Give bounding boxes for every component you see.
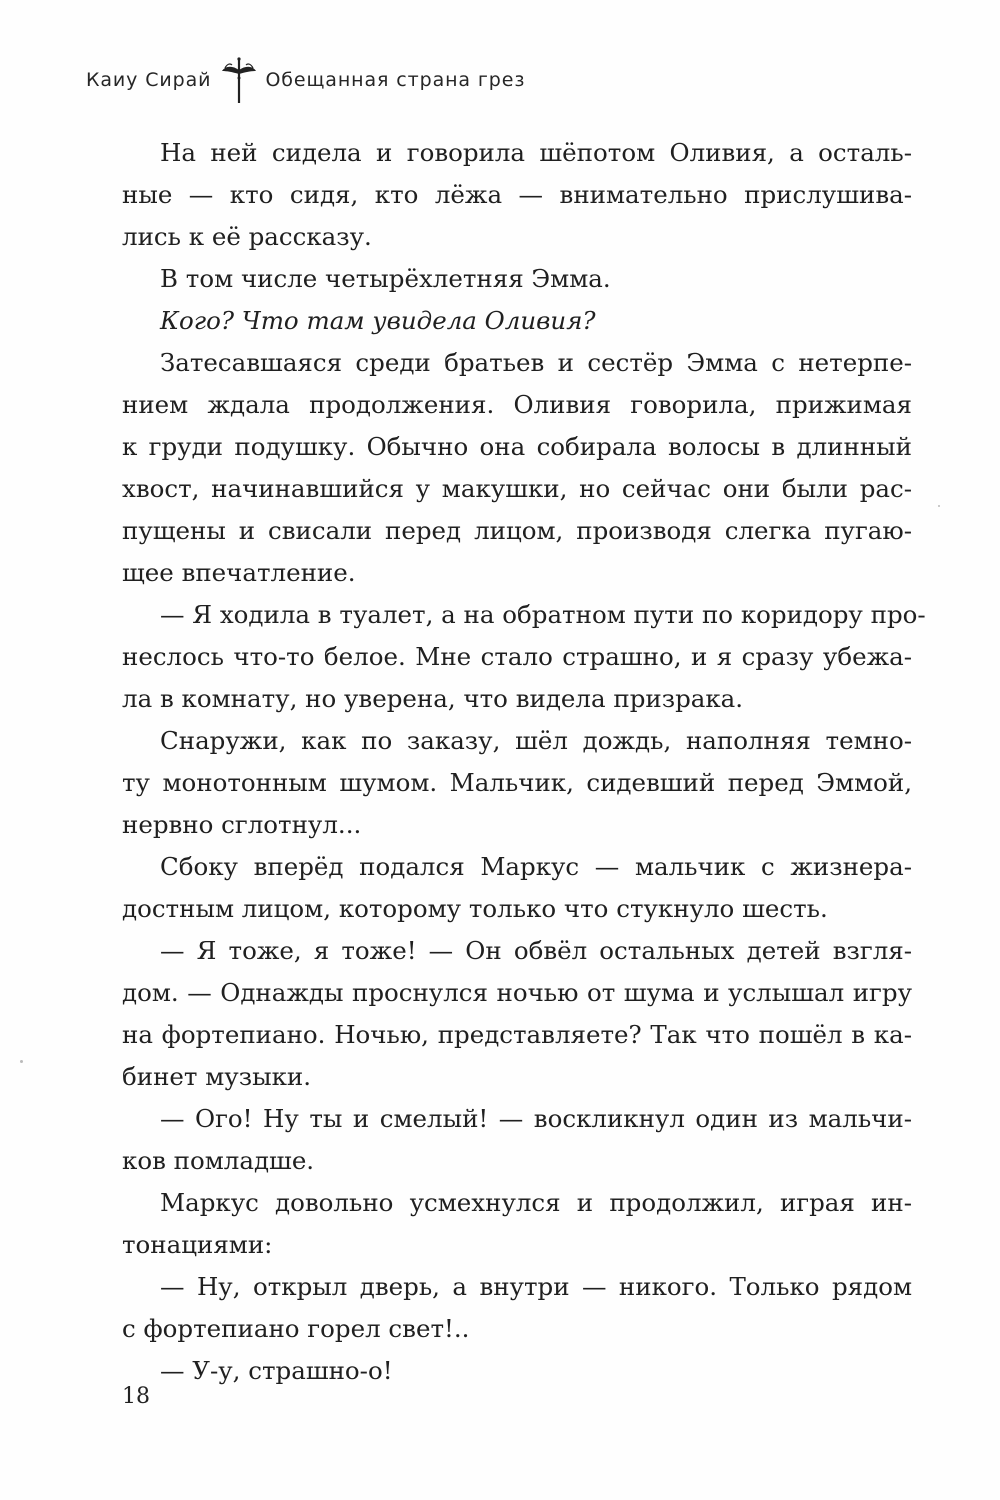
body-text xyxy=(122,132,926,1392)
text-line: к груди подушку. Обычно она собирала волосы в длинный xyxy=(122,432,912,461)
running-header xyxy=(86,56,525,104)
paper-speck xyxy=(938,505,940,507)
text-line: ные — кто сидя, кто лёжа — внимательно прислушива- xyxy=(122,180,912,209)
text-line: хвост, начинавшийся у макушки, но сейчас они были рас- xyxy=(122,474,912,503)
text-line: нервно сглотнул... xyxy=(122,810,362,839)
text-line: пущены и свисали перед лицом, производя слегка пугаю- xyxy=(122,516,912,545)
text-line: ков помладше. xyxy=(122,1146,315,1175)
text-line: неслось что-то белое. Мне стало страшно, и я сразу убежа- xyxy=(122,642,912,671)
text-line: — Ну, открыл дверь, а внутри — никого. Только рядом xyxy=(160,1272,912,1301)
text-line: На ней сидела и говорила шёпотом Оливия, а осталь- xyxy=(160,138,912,167)
text-line: Сбоку вперёд подался Маркус — мальчик с жизнера- xyxy=(160,852,912,881)
header-author: Каиу Сирай xyxy=(86,69,212,91)
text-line: нием ждала продолжения. Оливия говорила, прижимая xyxy=(122,390,912,419)
text-line: тонациями: xyxy=(122,1230,273,1259)
cross-ornament-icon xyxy=(219,56,259,104)
text-line: дом. — Однажды проснулся ночью от шума и услышал игру xyxy=(122,978,912,1007)
text-line: — Я тоже, я тоже! — Он обвёл остальных детей взгля- xyxy=(160,936,912,965)
text-line: — Я ходила в туалет, а на обратном пути по коридору про- xyxy=(160,600,926,629)
text-line: достным лицом, которому только что стукнуло шесть. xyxy=(122,894,828,923)
text-line: на фортепиано. Ночью, представляете? Так что пошёл в ка- xyxy=(122,1020,912,1049)
page-number: 18 xyxy=(122,1384,150,1409)
text-line: — Ого! Ну ты и смелый! — воскликнул один из мальчи- xyxy=(160,1104,912,1133)
text-line: ту монотонным шумом. Мальчик, сидевший перед Эммой, xyxy=(122,768,912,797)
text-line: ла в комнату, но уверена, что видела призрака. xyxy=(122,684,744,713)
text-line: Снаружи, как по заказу, шёл дождь, наполняя темно- xyxy=(160,726,912,755)
text-line: В том числе четырёхлетняя Эмма. xyxy=(160,264,611,293)
text-line: Маркус довольно усмехнулся и продолжил, играя ин- xyxy=(160,1188,912,1217)
text-line: щее впечатление. xyxy=(122,558,356,587)
header-title: Обещанная страна грез xyxy=(265,69,526,91)
text-line: Затесавшаяся среди братьев и сестёр Эмма с нетерпе- xyxy=(160,348,912,377)
paper-speck xyxy=(20,1060,23,1063)
text-line: с фортепиано горел свет!.. xyxy=(122,1314,470,1343)
text-line: Кого? Что там увидела Оливия? xyxy=(160,306,596,335)
text-line: лись к её рассказу. xyxy=(122,222,372,251)
text-line: бинет музыки. xyxy=(122,1062,312,1091)
text-line: — У-у, страшно-о! xyxy=(160,1356,393,1385)
